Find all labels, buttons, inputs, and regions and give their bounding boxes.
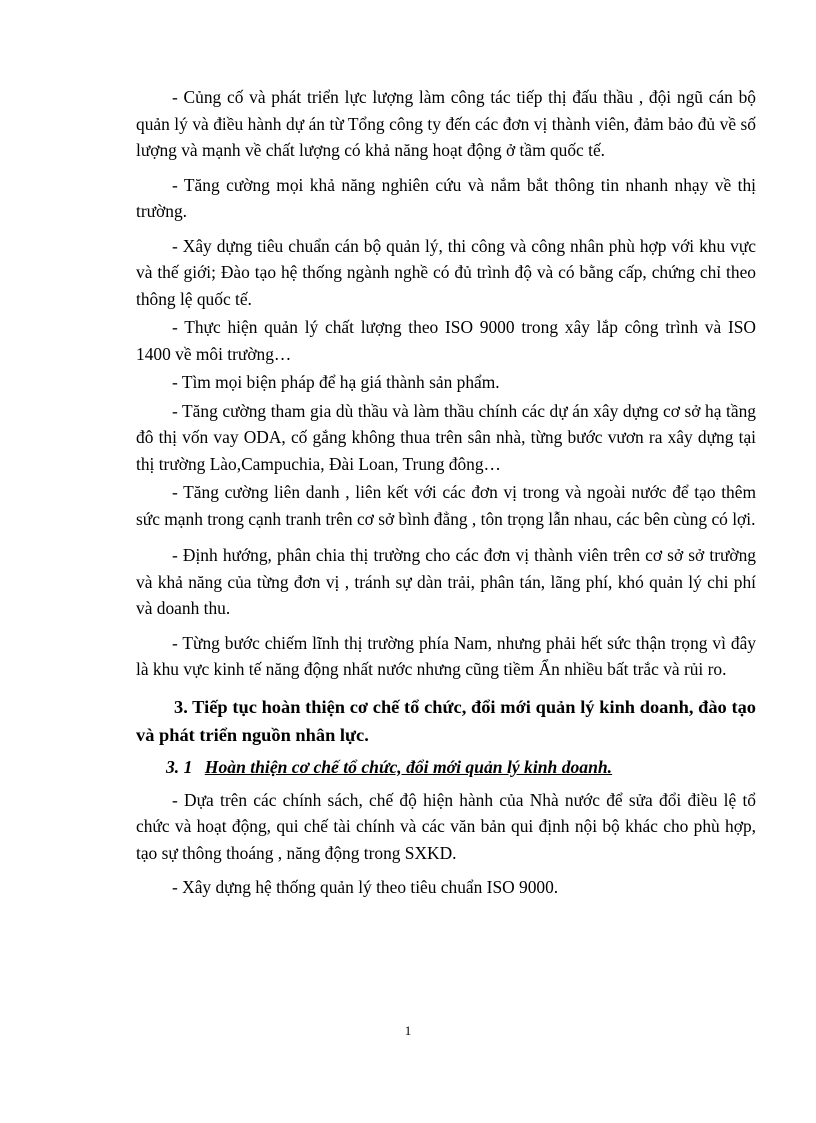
subsection-title: Hoàn thiện cơ chế tổ chức, đổi mới quản lý kinh doanh. <box>204 756 613 777</box>
paragraph-charter-revision: - Dựa trên các chính sách, chế độ hiện hành của Nhà nước để sửa đổi điều lệ tổ chức và hoạt động, qui chế tài chính và các văn bản qui định nội bộ khác cho phù hợp, tạo sự thông thoáng , năng động trong SXKD. <box>136 789 756 863</box>
paragraph-iso-quality: - Thực hiện quản lý chất lượng theo ISO 9000 trong xây lắp công trình và ISO 1400 về môi trường… <box>136 317 756 364</box>
paragraph-joint-venture: - Tăng cường liên danh , liên kết với các đơn vị trong và ngoài nước để tạo thêm sức mạnh trong cạnh tranh trên cơ sở bình đẳng , tôn trọng lẫn nhau, các bên cùng có lợi. <box>136 482 756 529</box>
paragraph-market-division: - Định hướng, phân chia thị trường cho các đơn vị thành viên trên cơ sở sở trường và khả năng của từng đơn vị , tránh sự dàn trải, phân tán, lãng phí, khó quản lý chi phí và doanh thu. <box>136 545 756 618</box>
document-page <box>136 84 756 901</box>
paragraph-oda-bidding: - Tăng cường tham gia dù thầu và làm thầu chính các dự án xây dựng cơ sở hạ tầng đô thị vốn vay ODA, cố gắng không thua trên sân nhà, từng bước vươn ra xây dựng tại thị trường Lào,Campuchia, Đài Loan, Trung đông… <box>136 400 756 474</box>
subsection-number: 3. 1 <box>166 756 193 777</box>
paragraph-reduce-cost: - Tìm mọi biện pháp để hạ giá thành sản phẩm. <box>172 372 500 392</box>
section-heading-3: 3. Tiếp tục hoàn thiện cơ chế tổ chức, đổi mới quản lý kinh doanh, đào tạo và phát triển nguồn nhân lực. <box>136 696 756 745</box>
paragraph-staff-standards: - Xây dựng tiêu chuẩn cán bộ quản lý, thi công và công nhân phù hợp với khu vực và thế giới; Đào tạo hệ thống ngành nghề có đủ trình độ và có bằng cấp, chứng chỉ theo thông lệ quốc tế. <box>136 235 756 309</box>
paragraph-southern-market: - Từng bước chiếm lĩnh thị trường phía Nam, nhưng phải hết sức thận trọng vì đây là khu vực kinh tế năng động nhất nước nhưng cũng tiềm Ẩn nhiều bất trắc và rủi ro. <box>136 632 756 679</box>
page-number: 1 <box>404 1023 412 1038</box>
subsection-heading-3-1 <box>136 753 756 781</box>
paragraph-iso-system: - Xây dựng hệ thống quản lý theo tiêu chuẩn ISO 9000. <box>172 877 559 897</box>
paragraph-market-research: - Tăng cường mọi khả năng nghiên cứu và nắm bắt thông tin nhanh nhạy về thị trường. <box>136 174 756 221</box>
paragraph-marketing-force: - Củng cố và phát triển lực lượng làm công tác tiếp thị đấu thầu , đội ngũ cán bộ quản lý và điều hành dự án từ Tổng công ty đến các đơn vị thành viên, đảm bảo đủ về số lượng và mạnh về chất lượng có khả năng hoạt động ở tầm quốc tế. <box>136 87 756 160</box>
